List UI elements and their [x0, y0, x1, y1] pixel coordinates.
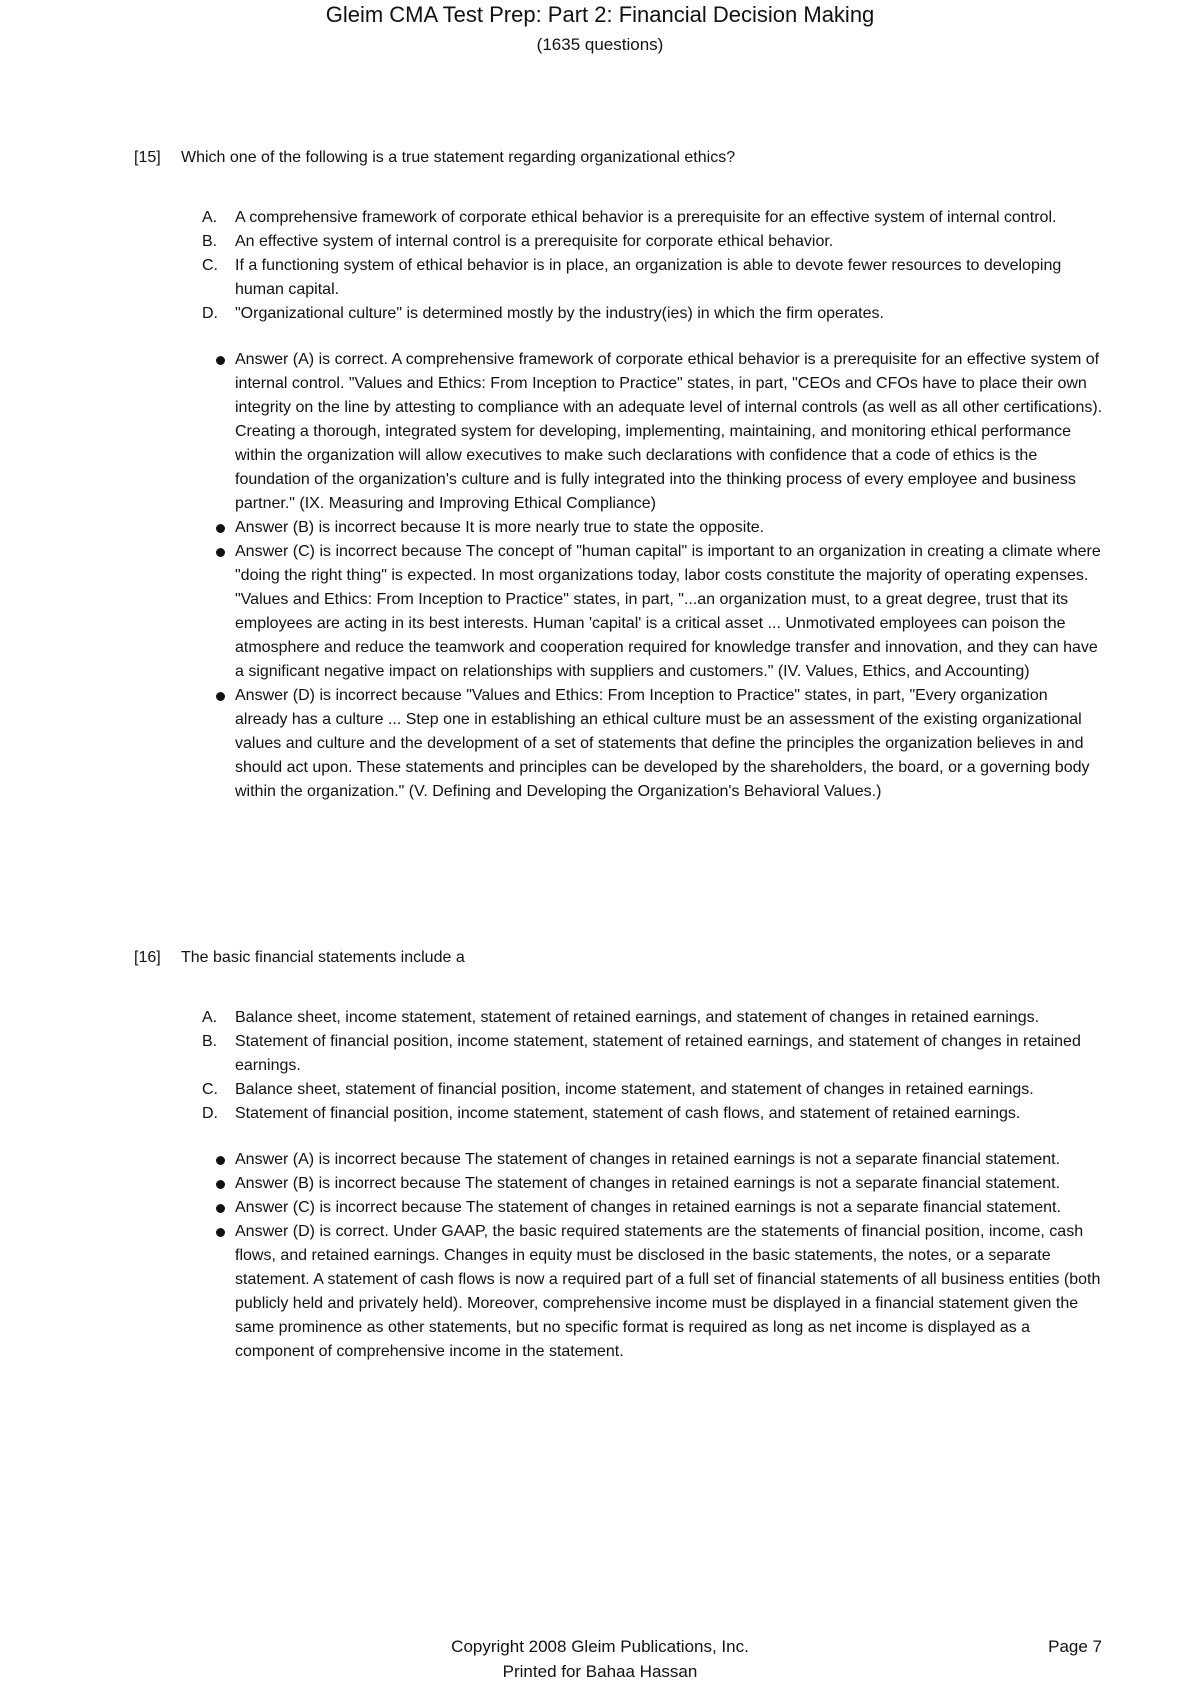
answer-text: Answer (B) is incorrect because It is more nearly true to state the opposite. [235, 519, 765, 536]
choice-list [202, 1006, 1104, 1126]
choice-item [202, 206, 1104, 230]
bullet-icon [211, 348, 235, 516]
answer-item [211, 348, 1104, 516]
answer-text: Answer (A) is incorrect because The statement of changes in retained earnings is not a separate financial statement. [235, 1151, 1061, 1168]
bullet-icon [211, 684, 235, 804]
choice-letter: B. [202, 1033, 218, 1050]
document-title: Gleim CMA Test Prep: Part 2: Financial Decision Making [325, 2, 875, 27]
choice-item [202, 1102, 1104, 1126]
answer-text: Answer (D) is correct. Under GAAP, the basic required statements are the statements of financial position, income, cash flows, and retained earnings. Changes in equity must be disclosed in the basic statements, the notes, or a separate statement. A statement of cash flows is now a required part of a full set of financial statements of all business entities (both publicly held and privately held). Moreover, comprehensive income must be displayed in a financial statement given the same prominence as other statements, but no specific format is required as long as net income is displayed as a component of comprehensive income in the statement. [235, 1223, 1101, 1360]
answer-item [211, 1148, 1104, 1172]
question-count: (1635 questions) [536, 35, 664, 54]
page-footer [0, 1634, 1200, 1684]
choice-letter: A. [202, 209, 218, 226]
question-15 [134, 146, 1104, 820]
choice-list [202, 206, 1104, 326]
answer-text: Answer (C) is incorrect because The concept of "human capital" is important to an organization in creating a climate where "doing the right thing" is expected. In most organizations today, labor costs constitute the majority of operating expenses. "Values and Ethics: From Inception to Practice" states, in part, "...an organization must, to a great degree, trust that its employees are acting in its best interests. Human 'capital' is a critical asset ... Unmotivated employees can poison the atmosphere and reduce the teamwork and cooperation required for knowledge transfer and innovation, and they can have a significant negative impact on relationships with suppliers and customers." (IV. Values, Ethics, and Accounting) [235, 543, 1101, 680]
choice-text: Balance sheet, income statement, statement of retained earnings, and statement of changes in retained earnings. [235, 1009, 1040, 1026]
answer-explanations [211, 1148, 1104, 1364]
choice-letter: D. [202, 1105, 218, 1122]
bullet-icon [211, 1148, 235, 1172]
choice-item [202, 1030, 1104, 1078]
question-number: [16] [134, 949, 161, 966]
choice-text: A comprehensive framework of corporate ethical behavior is a prerequisite for an effective system of internal control. [235, 209, 1057, 226]
answer-explanations [211, 348, 1104, 804]
bullet-icon [211, 1172, 235, 1196]
answer-item [211, 1220, 1104, 1364]
choice-text: "Organizational culture" is determined mostly by the industry(ies) in which the firm operates. [235, 305, 884, 322]
choice-item [202, 254, 1104, 302]
answer-text: Answer (B) is incorrect because The statement of changes in retained earnings is not a separate financial statement. [235, 1175, 1061, 1192]
page-header [0, 0, 1200, 56]
answer-item [211, 516, 1104, 540]
answer-item [211, 684, 1104, 804]
choice-letter: C. [202, 1081, 218, 1098]
question-16 [134, 946, 1104, 1380]
answer-text: Answer (D) is incorrect because "Values and Ethics: From Inception to Practice" states, in part, "Every organization already has a culture ... Step one in establishing an ethical culture must be an assessment of the existing organizational values and culture and the development of a set of statements that define the principles the organization believes in and should act upon. These statements and principles can be developed by the shareholders, the board, or a governing body within the organization." (V. Defining and Developing the Organization's Behavioral Values.) [235, 687, 1090, 800]
question-stem [134, 146, 1104, 170]
choice-letter: A. [202, 1009, 218, 1026]
printed-for: Printed for Bahaa Hassan [502, 1662, 698, 1681]
choice-text: Balance sheet, statement of financial position, income statement, and statement of changes in retained earnings. [235, 1081, 1034, 1098]
choice-letter: B. [202, 233, 218, 250]
choice-item [202, 1078, 1104, 1102]
page-number: Page 7 [1048, 1637, 1102, 1656]
answer-text: Answer (A) is correct. A comprehensive framework of corporate ethical behavior is a prerequisite for an effective system of internal control. "Values and Ethics: From Inception to Practice" states, in part, "CEOs and CFOs have to place their own integrity on the line by attesting to compliance with an adequate level of internal controls (as well as all other certifications). Creating a thorough, integrated system for developing, implementing, maintaining, and monitoring ethical performance within the organization will allow executives to make such declarations with confidence that a code of ethics is the foundation of the organization's culture and is fully integrated into the thinking process of every employee and business partner." (IX. Measuring and Improving Ethical Compliance) [235, 351, 1103, 512]
question-text: Which one of the following is a true statement regarding organizational ethics? [181, 149, 736, 166]
choice-text: If a functioning system of ethical behavior is in place, an organization is able to devote fewer resources to developing human capital. [235, 257, 1062, 298]
answer-item [211, 1196, 1104, 1220]
bullet-icon [211, 1196, 235, 1220]
choice-letter: D. [202, 305, 218, 322]
bullet-icon [211, 516, 235, 540]
question-text: The basic financial statements include a [181, 949, 465, 966]
choice-text: Statement of financial position, income statement, statement of retained earnings, and statement of changes in retained earnings. [235, 1033, 1081, 1074]
question-number: [15] [134, 149, 161, 166]
choice-item [202, 1006, 1104, 1030]
choice-item [202, 302, 1104, 326]
question-stem [134, 946, 1104, 970]
choice-text: Statement of financial position, income statement, statement of cash flows, and statement of retained earnings. [235, 1105, 1021, 1122]
answer-text: Answer (C) is incorrect because The statement of changes in retained earnings is not a separate financial statement. [235, 1199, 1061, 1216]
choice-item [202, 230, 1104, 254]
choice-letter: C. [202, 257, 218, 274]
answer-item [211, 540, 1104, 684]
copyright-notice: Copyright 2008 Gleim Publications, Inc. [451, 1637, 749, 1656]
answer-item [211, 1172, 1104, 1196]
choice-text: An effective system of internal control is a prerequisite for corporate ethical behavior. [235, 233, 834, 250]
bullet-icon [211, 540, 235, 684]
bullet-icon [211, 1220, 235, 1364]
